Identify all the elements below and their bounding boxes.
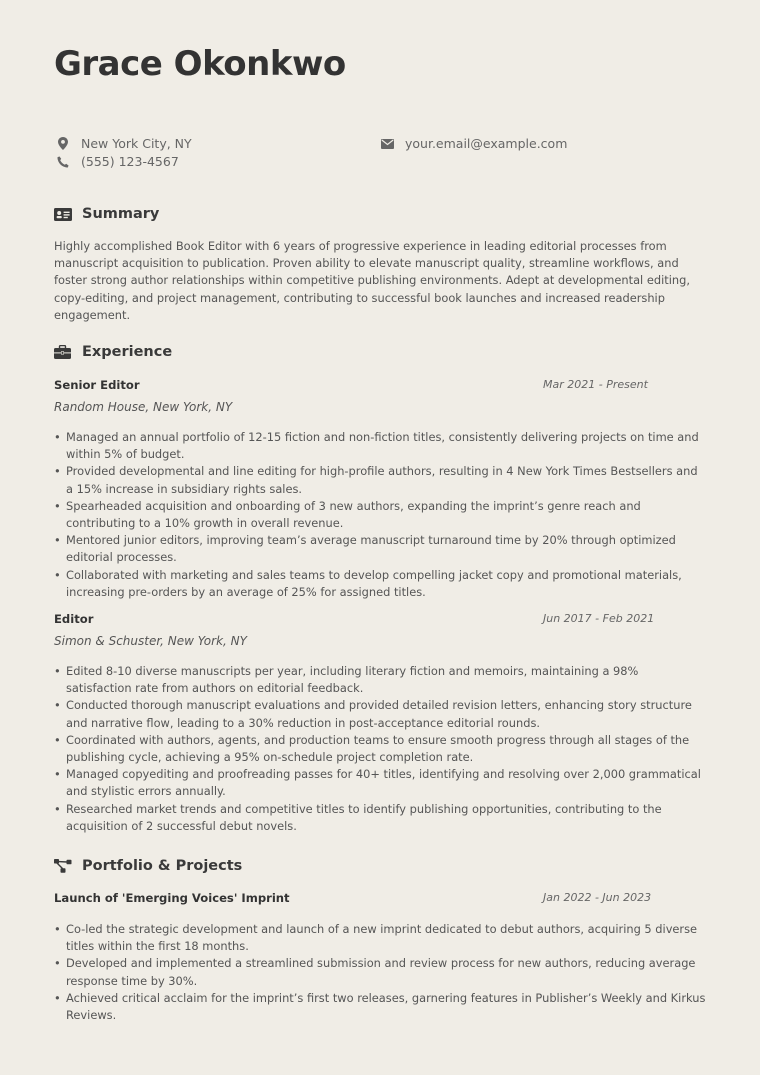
contact-phone (54, 154, 179, 169)
list-item: • Spearheaded acquisition and onboarding of 3 new authors, expanding the imprint’s genre reach and contributing to a 10% growth in overall revenue. (54, 498, 706, 532)
job-title: Senior Editor (54, 378, 140, 392)
project-bullets (54, 921, 706, 1024)
list-item: • Co-led the strategic development and launch of a new imprint dedicated to debut authors, acquiring 5 diverse titles within the first 18 months. (54, 921, 706, 955)
job-title: Editor (54, 612, 94, 626)
summary-heading: Summary (82, 206, 160, 222)
list-item: • Researched market trends and competitive titles to identify publishing opportunities, contributing to the acquisition of 2 successful debut novels. (54, 801, 706, 835)
list-item: • Conducted thorough manuscript evaluations and provided detailed revision letters, enhancing story structure and narrative flow, leading to a 30% reduction in post-acceptance editorial rounds. (54, 697, 706, 731)
projects-heading: Portfolio & Projects (82, 858, 243, 874)
sitemap-icon (54, 859, 74, 873)
list-item: • Achieved critical acclaim for the imprint’s first two releases, garnering features in Publisher’s Weekly and Kirkus Reviews. (54, 990, 706, 1024)
projects-heading-row (54, 858, 242, 874)
project-dates: Jan 2022 - Jun 2023 (543, 891, 652, 904)
experience-heading-row (54, 344, 172, 360)
list-item: • Developed and implemented a streamlined submission and review process for new authors, reducing average response time by 30%. (54, 955, 706, 989)
job-bullets (54, 429, 706, 601)
id-card-icon (54, 208, 74, 221)
briefcase-icon (54, 345, 74, 359)
list-item: • Managed an annual portfolio of 12-15 fiction and non-fiction titles, consistently delivering projects on time and within 5% of budget. (54, 429, 706, 463)
summary-text: Highly accomplished Book Editor with 6 years of progressive experience in leading editorial processes from manuscript acquisition to publication. Proven ability to elevate manuscript quality, streamline workflows, and foster strong author relationships within competitive publishing environments. Adept at developmental editing, copy-editing, and project management, contributing to successful book launches and increased readership engagement. (54, 239, 690, 322)
contact-email[interactable] (378, 136, 567, 151)
contact-location (54, 136, 192, 151)
list-item: • Edited 8-10 diverse manuscripts per year, including literary fiction and memoirs, maintaining a 98% satisfaction rate from authors on editorial feedback. (54, 663, 706, 697)
map-marker-icon (54, 137, 72, 150)
location-text: New York City, NY (81, 136, 192, 151)
phone-text: (555) 123-4567 (81, 154, 179, 169)
summary-heading-row (54, 206, 159, 222)
job-dates: Mar 2021 - Present (543, 378, 648, 391)
email-link[interactable]: your.email@example.com (405, 136, 568, 151)
job-dates: Jun 2017 - Feb 2021 (543, 612, 655, 625)
list-item: • Collaborated with marketing and sales teams to develop compelling jacket copy and promotional materials, increasing pre-orders by an average of 25% for assigned titles. (54, 567, 706, 601)
experience-heading: Experience (82, 344, 173, 360)
project-title: Launch of 'Emerging Voices' Imprint (54, 891, 290, 905)
list-item: • Managed copyediting and proofreading passes for 40+ titles, identifying and resolving over 2,000 grammatical and stylistic errors annually. (54, 766, 706, 800)
job-organization: Simon & Schuster, New York, NY (54, 634, 247, 648)
list-item: • Mentored junior editors, improving team’s average manuscript turnaround time by 20% through optimized editorial processes. (54, 532, 706, 566)
job-organization: Random House, New York, NY (54, 400, 233, 414)
candidate-name: Grace Okonkwo (54, 44, 346, 84)
list-item: • Provided developmental and line editing for high-profile authors, resulting in 4 New York Times Bestsellers and a 15% increase in subsidiary rights sales. (54, 463, 706, 497)
phone-icon (54, 156, 72, 168)
envelope-icon (378, 139, 396, 149)
job-bullets (54, 663, 706, 835)
list-item: • Coordinated with authors, agents, and production teams to ensure smooth progress through all stages of the publishing cycle, achieving a 95% on-schedule project completion rate. (54, 732, 706, 766)
